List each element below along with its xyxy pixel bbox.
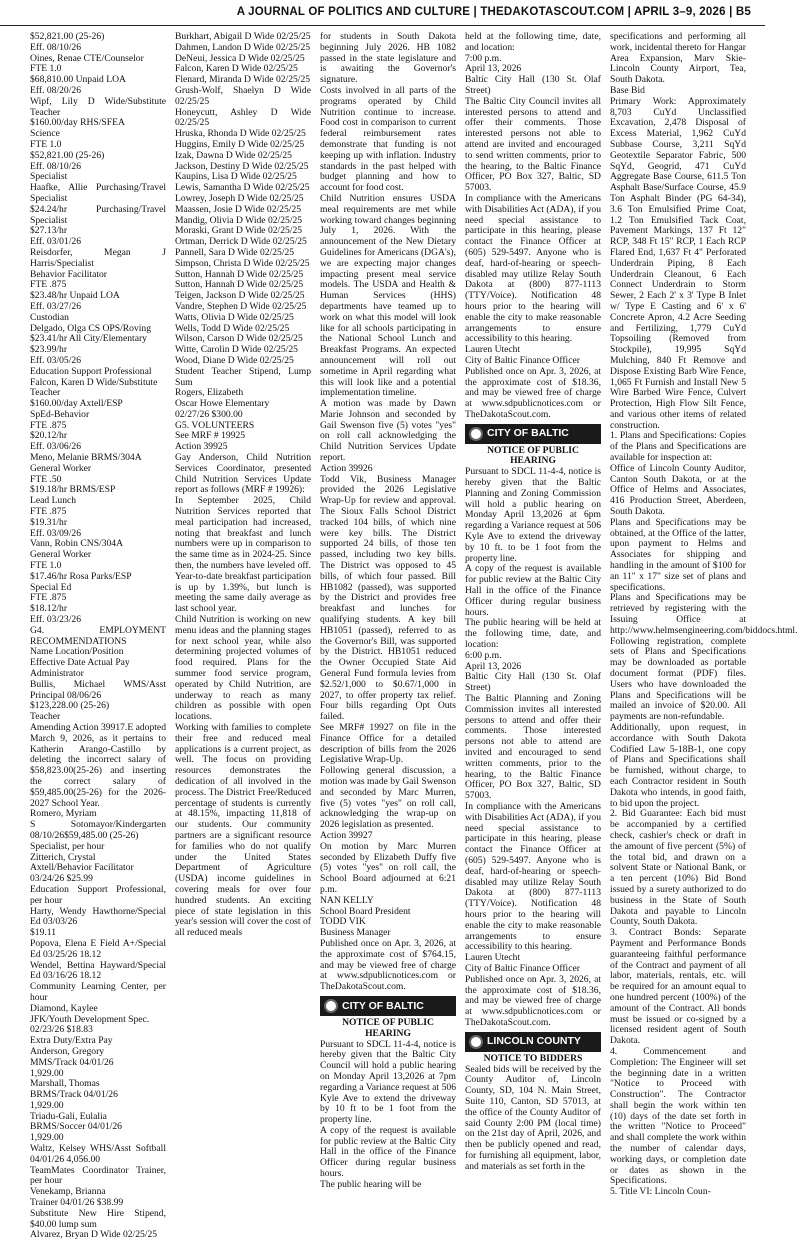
text-line: Child Nutrition is working on new menu ideas and the planning stages for next school year, while also determining projected volumes of food required. Plans for the summer food service program, operated by Child Nutrition, are underway to reach as many children as possible with open locations.: [175, 614, 311, 723]
text-line: Vandre, Stephen D Wide 02/25/25: [175, 300, 307, 312]
text-line: 2. Bid Guarantee: Each bid must be accompanied by a certified check, cashier's check or draft in the amount of five percent (5%) of the total bid, and drawn on a solvent State or National Bank, or a ten percent (10%) Bid Bond issued by a surety authorized to do business in the State of South Dakota and payable to Lincoln County, South Dakota.: [610, 808, 746, 928]
seal-icon: [324, 999, 338, 1013]
text-line: Lauren Utecht: [465, 344, 521, 356]
text-line: A copy of the request is available for public review at the Baltic City Hall in the office of the Finance Officer during regular business hours.: [465, 563, 601, 618]
text-line: 02/27/26 $300.00: [175, 408, 243, 420]
text-line: Plans and Specifications may be obtained, at the Office of the latter, upon payment to Helms and Associates for shipping and handling in the amount of $100 for an 11" x 17" size set of plans and specifications.: [610, 516, 746, 593]
text-line: Ortman, Derrick D Wide 02/25/25: [175, 236, 307, 248]
text-line: Moraski, Grant D Wide 02/25/25: [175, 225, 303, 237]
text-line: Izak, Dawna D Wide 02/25/25: [175, 149, 292, 161]
text-line: Wells, Todd D Wide 02/25/25: [175, 322, 290, 334]
text-line: Burkhart, Abigail D Wide 02/25/25: [175, 31, 311, 42]
text-line: 02/23/26 $18.83: [30, 1024, 93, 1036]
text-line: Pannell, Sara D Wide 02/25/25: [175, 246, 295, 258]
text-line: FTE .875: [30, 419, 67, 431]
text-line: Community Learning Center, per hour: [30, 981, 166, 1003]
text-line: 1,929.00: [30, 1132, 64, 1144]
text-line: Meno, Melanie BRMS/304A: [30, 452, 142, 464]
text-line: Wendel, Bettina Hayward/Special Ed 03/16/26 18.12: [30, 959, 166, 982]
text-line: $160.00/day Axtell/ESP: [30, 398, 123, 410]
text-line: April 13, 2026: [465, 63, 522, 75]
text-line: Mandig, Olivia D Wide 02/25/25: [175, 214, 303, 226]
text-line: The Baltic City Council invites all interested persons to attend and offer their comments. Those interested persons not able to attend are invited and encouraged to send written comments, prior to the hearing, to the Baltic Finance Officer, PO Box 327, Baltic, SD 57003.: [465, 95, 601, 194]
text-line: MMS/Track 04/01/26: [30, 1056, 114, 1068]
section-banner: [320, 996, 456, 1016]
text-line: $23.41/hr All City/Elementary: [30, 333, 147, 345]
text-line: Venekamp, Brianna: [30, 1186, 106, 1198]
text-line: $23.48/hr Unpaid LOA: [30, 290, 120, 302]
text-line: FTE .875: [30, 506, 67, 518]
notice-title: NOTICE TO BIDDERS: [483, 1052, 583, 1064]
text-line: Falcon, Karen D Wide 02/25/25: [175, 63, 298, 75]
text-line: 1,929.00: [30, 1067, 64, 1079]
header-text: A JOURNAL OF POLITICS AND CULTURE | THEDAKOTASCOUT.COM | APRIL 3–9, 2026 | B5: [236, 6, 751, 18]
text-line: Haafke, Allie Purchasing/Travel Specialist: [30, 182, 166, 204]
section-banner: [465, 1032, 601, 1052]
banner-label: LINCOLN COUNTY: [487, 1035, 581, 1048]
text-line: $27.13/hr: [30, 225, 68, 237]
text-line: Behavior Facilitator: [30, 268, 107, 280]
text-line: Rogers, Elizabeth: [175, 387, 244, 399]
text-line: $24.24/hr Purchasing/Travel Specialist: [30, 203, 166, 226]
text-line: Huggins, Emily D Wide 02/25/25: [175, 138, 305, 150]
text-line: FTE 1.0: [30, 560, 62, 572]
text-line: 03/24/26 $25.99: [30, 873, 93, 885]
text-line: Eff. 03/09/26: [30, 527, 81, 539]
banner-label: CITY OF BALTIC: [487, 427, 569, 440]
text-line: DeNeui, Jessica D Wide 02/25/25: [175, 52, 305, 64]
text-line: Lowrey, Joseph D Wide 02/25/25: [175, 192, 304, 204]
text-line: $19.18/hr BRMS/ESP: [30, 484, 116, 496]
text-line: Baltic City Hall (130 St. Olaf Street): [465, 74, 601, 96]
text-line: Working with families to complete their free and reduced meal applications is a current project, as well. The focus on providing resources demonstrates the dedication of all involved in the process. The District Free/Reduced percentage of students is currently at 48.15%, impacting 11,818 of our students. Our community partners are a significant resource for families who do not qualify under the United States Department of Agriculture (USDA) income guidelines in covering meals for over four hundred students. An exciting piece of state legislation in this year's session will cover the cost of all reduced meals: [175, 722, 311, 939]
text-line: Action 39926: [320, 462, 373, 474]
text-line: Zitterich, Crystal: [30, 851, 96, 863]
text-line: Education Support Professional: [30, 365, 152, 377]
text-line: 5. Title VI: Lincoln Coun-: [610, 1186, 711, 1198]
text-line: BRMS/Track 04/01/26: [30, 1089, 118, 1101]
notice-title: NOTICE OF PUBLIC HEARING: [342, 1016, 434, 1039]
text-line: Oines, Renae CTE/Counselor: [30, 52, 144, 64]
text-line: Popova, Elena E Field A+/Special Ed 03/25/26 18.12: [30, 937, 166, 960]
text-line: $20.12/hr: [30, 430, 68, 442]
text-line: A motion was made by Dawn Marie Johnson and seconded by Gail Swenson five (5) votes "yes" on roll call acknowledging the Child Nutrition Services Update report.: [320, 398, 456, 464]
text-line: Triadu-Gali, Eulalia: [30, 1110, 107, 1122]
text-line: 3. Contract Bonds: Separate Payment and Performance Bonds guaranteeing faithful performance of the Contract and payment of all labor, materials, rentals, etc. will be required for an amount equal to one hundred percent (100%) of the amount of the Contract. All bonds must be issued or co-signed by a licensed resident agent of South Dakota.: [610, 927, 746, 1047]
text-line: Jackson, Destiny D Wide 02/25/25: [175, 160, 309, 172]
seal-icon: [469, 427, 483, 441]
text-line: Todd Vik, Business Manager provided the 2026 Legislative Wrap-Up for review and approval. The Sioux Falls School District tracked 104 bills, of which nine were key bills. The District supported 24 bills, of those ten passed, including two key bills. The District was opposed to 45 bills, of which four passed. Bill HB1082 (passed), was supported by the District and provides free breakfast and lunches for qualifying students. A key bill HB1051 (passed), referred to as the Governor's Bill, was supported by the District. HB1051 reduced the Owner Occupied State Aid General Fund formula levies from $2.52/1,000 to $0.67/1,000 in 2027, to offer property tax relief. Four bills regarding Opt Outs failed.: [320, 473, 456, 723]
text-line: Eff. 03/27/26: [30, 300, 81, 312]
text-line: FTE 1.0: [30, 63, 62, 75]
text-line: Sutton, Hannah D Wide 02/25/25: [175, 279, 304, 291]
text-line: Action 39925: [175, 441, 228, 453]
text-line: Witte, Carolin D Wide 02/25/25: [175, 344, 298, 356]
text-line: TODD VIK: [320, 916, 366, 928]
text-line: Eff. 03/06/26: [30, 441, 81, 453]
text-line: Published once on Apr. 3, 2026, at the approximate cost of $18.36, and may be viewed free of charge at www.sdpublicnotices.com or TheDakotaScout.com.: [465, 365, 601, 420]
text-line: Lewis, Samantha D Wide 02/25/25: [175, 182, 310, 194]
text-line: 4. Commencement and Completion: The Engineer will set the beginning date in a written "Notice to Proceed with Construction". The Contractor shall begin the work within ten (10) days of the date set forth in the written "Notice to Proceed" and shall complete the work within the number of calendar days, working days, or completion date or dates as shown in the Specifications.: [610, 1045, 746, 1187]
text-line: General Worker: [30, 549, 92, 561]
page-header: [0, 0, 765, 26]
text-line: Published once on Apr. 3, 2026, at the approximate cost of $764.15, and may be viewed free of charge at www.sdpublicnotices.com or TheDakotaScout.com.: [320, 937, 456, 993]
text-line: $18.12/hr: [30, 603, 68, 615]
text-line: Base Bid: [610, 84, 645, 96]
text-line: NAN KELLY: [320, 894, 374, 906]
text-line: The Baltic Planning and Zoning Commission invites all interested persons to attend and offer their comments. Those interested persons not able to attend are invited and encouraged to send written comments, prior to the hearing, to the Baltic Finance Officer, PO Box 327, Baltic, SD 57003.: [465, 693, 601, 802]
text-line: A copy of the request is available for public review at the Baltic City Hall in the office of the Finance Officer during regular business hours.: [320, 1124, 456, 1180]
banner-label: CITY OF BALTIC: [342, 999, 424, 1012]
text-line: Sutton, Hannah D Wide 02/25/25: [175, 268, 304, 280]
text-line: Extra Duty/Extra Pay: [30, 1035, 113, 1047]
section-banner: [465, 424, 601, 444]
column-5: [610, 31, 798, 1198]
text-line: FTE .875: [30, 279, 67, 291]
text-line: Eff. 08/10/26: [30, 160, 81, 172]
column-2: [175, 32, 311, 1130]
text-line: Grush-Wolf, Shaelyn D Wide 02/25/25: [175, 84, 311, 107]
text-line: Specialist: [30, 171, 68, 183]
text-line: Teacher: [30, 387, 61, 399]
text-line: Eff. 08/10/26: [30, 41, 81, 53]
text-line: specifications and performing all work, incidental thereto for Hangar Area Expansion, Marv Skie-Lincoln County Airport, Tea, South Dakota.: [610, 31, 746, 86]
text-line: Following general discussion, a motion was made by Gail Swenson and seconded by Marc Murren, five (5) votes "yes" on roll call, acknowledging the wrap-up on 2026 legislation as presented.: [320, 765, 456, 831]
text-line: Eff. 03/05/26: [30, 354, 81, 366]
text-line: See MRF# 19927 on file in the Finance Office for a detailed description of bills from the 2026 Legislative Wrap-Up.: [320, 722, 456, 766]
text-line: $52,821.00 (25-26): [30, 31, 105, 42]
text-line: Child Nutrition ensures USDA meal requirements are met while working toward changes beginning July 1, 2026. With the announcement of the New Dietary Guidelines for Americans (DGA's), we are expecting major changes impacting present meal service models. The USDA and Health & Human Services (HHS) departments have teamed up to work on what this model will look like for all schools participating in the National School Lunch and Breakfast Programs. An expected announcement will roll out sometime in April regarding what this will look like and a potential implementation timeline.: [320, 192, 457, 399]
text-line: Harty, Wendy Hawthorne/Special Ed 03/03/26: [30, 905, 166, 928]
text-line: Marshall, Thomas: [30, 1078, 100, 1090]
text-line: Effective Date Actual Pay: [30, 657, 130, 669]
text-line: JFK/Youth Development Spec.: [30, 1013, 150, 1025]
text-line: Amending Action 39917.E adopted March 9, 2026, as it pertains to Katherin Arango-Castillo by deleting the incorrect salary of $58,823.00(25-26) and inserting the correct salary of $59,485.00(25-26) for the 2026-2027 School Year.: [30, 722, 166, 809]
text-line: Kaupins, Lisa D Wide 02/25/25: [175, 171, 297, 183]
text-line: Costs involved in all parts of the programs operated by Child Nutrition continue to increase. Food cost in comparison to current federal reimbursement rates demonstrate that funding is not keeping up with inflation. Industry standards in the past helped with budget planning and how to account for food cost.: [320, 84, 456, 194]
text-line: Reisdorfer, Megan J Harris/Specialist: [30, 246, 166, 269]
text-line: 1,929.00: [30, 1099, 64, 1111]
seal-icon: [469, 1035, 483, 1049]
text-line: Waltz, Kelsey WHS/Asst Softball 04/01/26 4,056.00: [30, 1143, 166, 1165]
text-line: Oscar Howe Elementary: [175, 398, 270, 410]
text-line: $160.00/day RHS/SFEA: [30, 117, 125, 129]
text-line: Additionally, upon request, in accordance with South Dakota Codified Law 5-18B-1, one copy of Plans and Specifications shall be furnished, without charge, to each Contractor resident in South Dakota who intends, in good faith, to bid upon the project.: [610, 722, 746, 809]
text-line: Eff. 03/23/26: [30, 614, 81, 626]
text-line: Published once on Apr. 3, 2026, at the approximate cost of $18.36, and may be viewed free of charge at www.sdpublicnotices.com or TheDakotaScout.com.: [465, 973, 601, 1028]
text-line: Action 39927: [320, 829, 373, 841]
text-line: Science: [30, 128, 60, 140]
text-line: Teigen, Jackson D Wide 02/25/25: [175, 290, 305, 302]
text-line: $123,228.00 (25-26): [30, 700, 110, 712]
text-line: Wipf, Lily D Wide/Substitute Teacher: [30, 95, 166, 118]
column-3: [320, 31, 457, 1190]
text-line: Plans and Specifications may be retrieved by registering with the Issuing Office at http://www.helmsengineering.com/biddocs.html. Following registration, complete sets of Plans and Specifications may be downloaded as portable document format (PDF) files. Users who have downloaded the Plans and Specifications will be mailed an invoice of $20.00. All payments are non-refundable.: [610, 592, 798, 723]
text-line: Special Ed: [30, 581, 72, 593]
text-line: Gay Anderson, Child Nutrition Services Coordinator, presented Child Nutrition Services Update report as follows (MRF # 19926):: [175, 452, 311, 496]
text-line: Office of Lincoln County Auditor, Canton South Dakota, or at the Office of Helms and Associates, 416 Production Street, Aberdeen, South Dakota.: [610, 462, 746, 518]
text-line: Vann, Robin CNS/304A: [30, 538, 124, 550]
article-columns: [30, 31, 798, 1241]
text-line: Simpson, Christa D Wide 02/25/25: [175, 257, 310, 269]
text-line: Teacher: [30, 711, 61, 723]
text-line: The public hearing will be held at the following time, date, and location:: [465, 617, 601, 651]
text-line: for students in South Dakota beginning July 2026. HB 1082 passed in the state legislature and is awaiting the Governor's signature.: [320, 31, 456, 86]
text-line: City of Baltic Finance Officer: [465, 962, 580, 974]
text-line: Baltic City Hall (130 St. Olaf Street): [465, 671, 601, 694]
text-line: 6:00 p.m.: [465, 649, 502, 661]
text-line: On motion by Marc Murren seconded by Elizabeth Duffy five (5) votes "yes" on roll call, the School Board adjourned at 6:21 p.m.: [320, 840, 456, 895]
text-line: Dahmen, Landon D Wide 02/25/25: [175, 41, 311, 53]
text-line: Wilson, Carson D Wide 02/25/25: [175, 333, 303, 345]
text-line: Name Location/Position: [30, 646, 124, 658]
text-line: $23.99/hr: [30, 344, 68, 356]
text-line: Watts, Olivia D Wide 02/25/25: [175, 311, 294, 323]
text-line: Bullis, Michael WMS/Asst Principal 08/06/26: [30, 678, 166, 701]
text-line: Substitute New Hire Stipend, $40.00 lump sum: [30, 1207, 166, 1230]
text-line: Falcon, Karen D Wide/Substitute: [30, 376, 158, 388]
text-line: Sealed bids will be received by the County Auditor of, Lincoln County, SD, 104 N. Main Street, Suite 110, Canton, SD 57013, at the office of the County Auditor of said County 2:00 PM (local time) on the 21st day of April, 2026, and then be publicly opened and read, for furnishing all equipment, labor, and materials as set forth in the: [465, 1063, 601, 1172]
text-line: BRMS/Soccer 04/01/26: [30, 1121, 122, 1133]
text-line: $68,810.00 Unpaid LOA: [30, 74, 126, 86]
text-line: $19.11: [30, 927, 57, 939]
text-line: $19.31/hr: [30, 516, 68, 528]
text-line: 1. Plans and Specifications: Copies of the Plans and Specifications are available for inspection at:: [610, 430, 746, 464]
text-line: SpEd-Behavior: [30, 408, 90, 420]
text-line: held at the following time, date, and location:: [465, 31, 601, 53]
text-line: Education Support Professional, per hour: [30, 883, 166, 906]
text-line: Romero, Myriam: [30, 808, 97, 820]
text-line: Administrator: [30, 668, 84, 680]
column-1: [30, 31, 166, 1241]
text-line: Honeycutt, Ashley D Wide 02/25/25: [175, 106, 311, 129]
text-line: In September 2025, Child Nutrition Services reported that meal participation had increased, noting that breakfast and lunch numbers were up in comparison to the same time as in 2024-25. Since then, the numbers have leveled off. Year-to-date breakfast participation is up by 1.39%, but lunch is meeting the same daily average as last school year.: [175, 495, 311, 615]
text-line: Business Manager: [320, 927, 391, 939]
text-line: Delgado, Olga CS OPS/Roving: [30, 322, 151, 334]
text-line: April 13, 2026: [465, 660, 522, 672]
text-line: Wood, Diane D Wide 02/25/25: [175, 354, 294, 366]
text-line: FTE 1.0: [30, 138, 62, 150]
text-line: See MRF # 19925: [175, 430, 246, 442]
text-line: Pursuant to SDCL 11-4-4, notice is hereby given that the Baltic City Council will hold a public hearing on Monday April 13,2026 at 7pm regarding a Variance request at 506 Kyle Ave to extend the driveway by 10 ft to be 1 foot from the property line.: [320, 1038, 456, 1126]
text-line: Eff. 08/20/26: [30, 84, 81, 96]
text-line: School Board President: [320, 905, 411, 917]
text-line: Pursuant to SDCL 11-4-4, notice is hereby given that the Baltic Planning and Zoning Commission will hold a public hearing on Monday April 13,2026 at 6pm regarding a Variance request at 506 Kyle Ave to extend the driveway by 10 ft. to be 1 foot from the property line.: [465, 466, 601, 564]
text-line: The public hearing will be: [320, 1178, 422, 1190]
text-line: Axtell/Behavior Facilitator: [30, 862, 134, 874]
text-line: 7:00 p.m.: [465, 52, 502, 64]
text-line: Eff. 03/01/26: [30, 236, 81, 248]
notice-title: NOTICE OF PUBLIC HEARING: [487, 444, 579, 467]
text-line: Custodian: [30, 311, 69, 323]
text-line: Alvarez, Bryan D Wide 02/25/25: [30, 1229, 158, 1241]
text-line: G4. EMPLOYMENT RECOMMENDATIONS: [30, 624, 166, 647]
text-line: Flenard, Miranda D Wide 02/25/25: [175, 74, 311, 86]
text-line: Lauren Utecht: [465, 952, 521, 964]
text-line: Diamond, Kaylee: [30, 1002, 98, 1014]
text-line: City of Baltic Finance Officer: [465, 354, 580, 366]
column-4: [465, 31, 601, 1172]
text-line: General Worker: [30, 462, 92, 474]
text-line: Anderson, Gregory: [30, 1045, 105, 1057]
text-line: In compliance with the Americans with Disabilities Act (ADA), if you need special assistance to participate in this hearing, please contact the Finance Officer at (605) 529-5497. Anyone who is deaf, hard-of-hearing or speech-disabled may utilize Relay South Dakota at (800) 877-1113 (TTY/Voice). Notification 48 hours prior to the hearing will enable the city to make reasonable arrangements to ensure accessibility to this hearing.: [465, 192, 601, 345]
text-line: S Sotomayor/Kindergarten 08/10/26$59,485.00 (25-26): [30, 819, 166, 841]
text-line: $52,821.00 (25-26): [30, 149, 105, 161]
text-line: Specialist, per hour: [30, 840, 105, 852]
text-line: Maassen, Josie D Wide 02/25/25: [175, 203, 302, 215]
text-line: $17.46/hr Rosa Parks/ESP: [30, 570, 132, 582]
text-line: In compliance with the Americans with Disabilities Act (ADA), if you need special assistance to participate in this hearing, please contact the Finance Officer at (605) 529-5497. Anyone who is deaf, hard-of-hearing or speech-disabled may utilize Relay South Dakota at (800) 877-1113 (TTY/Voice). Notification 48 hours prior to the hearing will enable the city to make reasonable arrangements to ensure accessibility to this hearing.: [465, 800, 601, 953]
text-line: FTE .875: [30, 592, 67, 604]
text-line: TeamMates Coordinator Trainer, per hour: [30, 1164, 166, 1187]
text-line: Primary Work: Approximately 8,703 CuYd Unclassified Excavation, 2,478 Disposal of Excess Material, 1,962 CuYd Subbase Course, 3,211 SqYd Geotextile Separator Fabric, 500 SqYd, Geogrid, 471 CuYd Aggregate Base Course, 611.5 Ton Asphalt Base/Surface Course, 45.9 Ton Asphalt Binder (PG 64-34), 3.6 Ton Emulsified Prime Coat, 1.2 Ton Emulsified Tack Coat, Pavement Markings, 137 Ft 12" RCP, 348 Ft 15" RCP, 1 Each RCP Flared End, 1,637 Ft 4" Perforated Underdrain Piping, 8 Each Underdrain Cleanout, 6 Each Connect Underdrain to Storm Sewer, 2 Each 2' x 3' Type B Inlet w/ Type E Casting and 6' x 6' Concrete Apron, 4.2 Acre Seeding and Fertilizing, 1,779 CuYd Topsoiling (Removed from Stockpile), 19,995 SqYd Mulching, 840 Ft Remove and Dispose Existing Barb Wire Fence, 1,065 Ft Furnish and Install New 5 Wire Barbed Wire Fence, Culvert Protection, High Flow Silt Fence, and various other items of related construction.: [610, 95, 746, 431]
text-line: Trainer 04/01/26 $38.99: [30, 1197, 124, 1209]
text-line: Lead Lunch: [30, 495, 77, 507]
text-line: Student Teacher Stipend, Lump Sum: [175, 365, 311, 388]
text-line: Hruska, Rhonda D Wide 02/25/25: [175, 128, 306, 140]
text-line: FTE .50: [30, 473, 62, 485]
text-line: G5. VOLUNTEERS: [175, 419, 255, 431]
